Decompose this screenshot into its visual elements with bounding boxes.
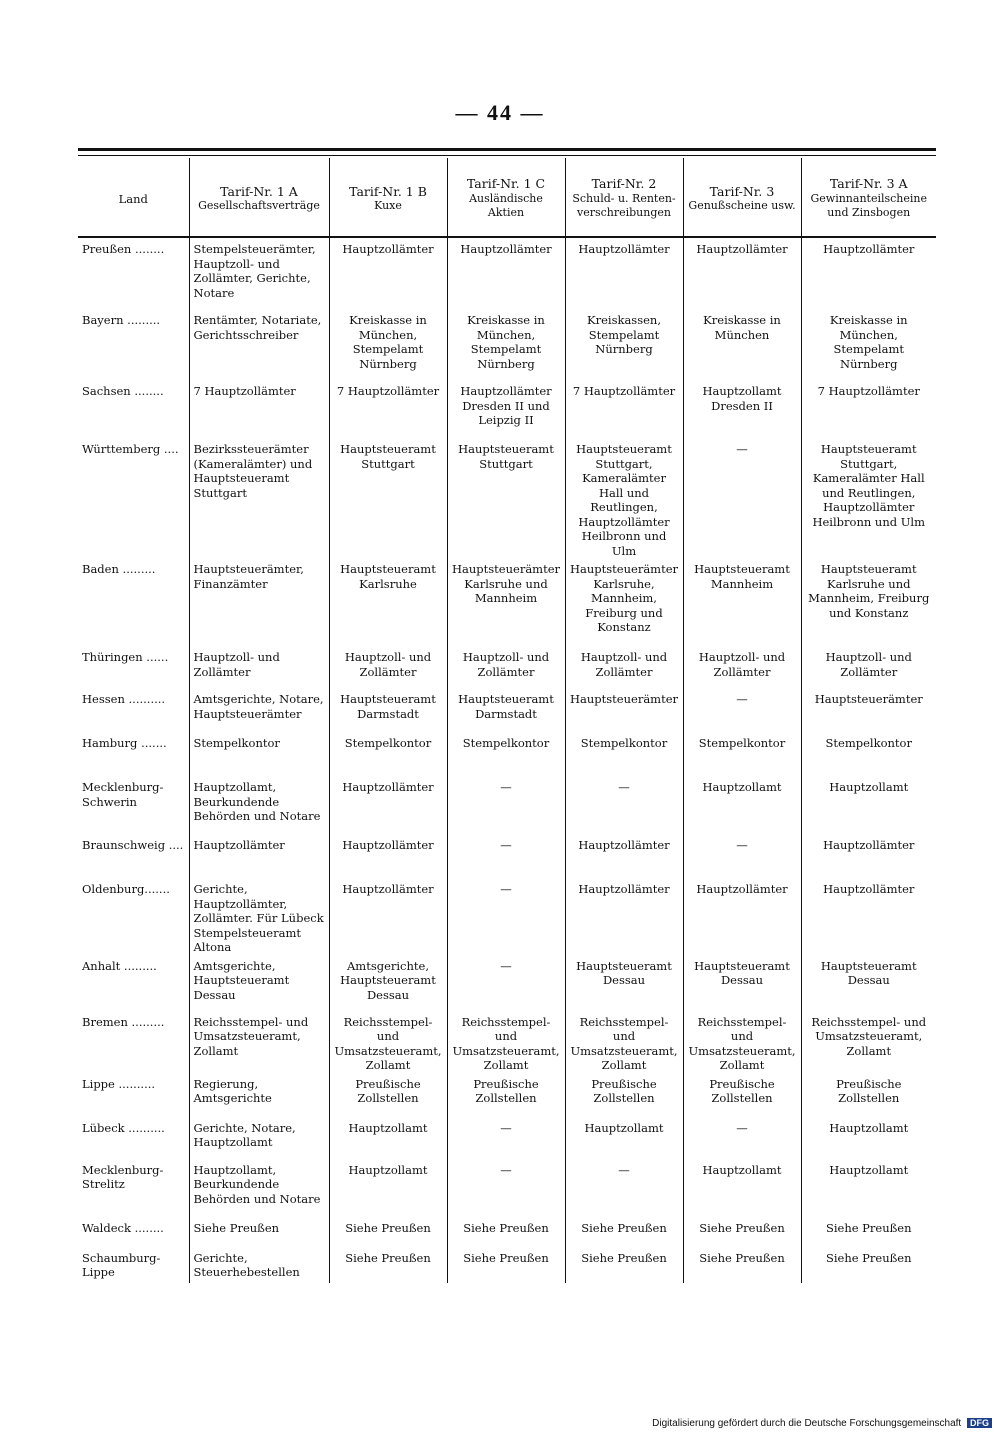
table-cell: Hauptzoll- und Zollämter — [801, 646, 936, 688]
table-cell: Kreiskasse in München, Stempelamt Nürnberg — [329, 309, 447, 380]
table-cell: Preußische Zollstellen — [801, 1073, 936, 1117]
table-cell: Siehe Preußen — [801, 1247, 936, 1283]
table-cell: Hauptzollämter — [801, 834, 936, 878]
table-cell: Reichsstempel- und Umsatzsteueramt, Zollamt — [565, 1011, 683, 1073]
table-row — [78, 955, 936, 1011]
table-cell: Hauptsteueramt Dessau — [683, 955, 801, 1011]
table-cell: 7 Hauptzollämter — [801, 380, 936, 438]
table-cell: Hauptzollamt — [565, 1117, 683, 1159]
table-cell: Hauptsteueramt Darmstadt — [329, 688, 447, 732]
table-cell: Stempelkontor — [329, 732, 447, 776]
header-col-title: Tarif-Nr. 1 B — [349, 183, 427, 199]
header-col-1c — [447, 158, 565, 237]
header-col-3 — [683, 158, 801, 237]
table-row — [78, 646, 936, 688]
table-cell: Hauptsteuerämter Karlsruhe und Mannheim — [447, 558, 565, 646]
header-col-title: Tarif-Nr. 3 A — [829, 176, 908, 192]
table-cell: Hauptzollamt — [683, 776, 801, 834]
table-cell: Hauptzoll- und Zollämter — [565, 646, 683, 688]
header-col-subtitle: Genußscheine usw. — [688, 199, 796, 212]
header-col-1a — [189, 158, 329, 237]
table-cell: Stempelkontor — [801, 732, 936, 776]
table-row — [78, 1159, 936, 1217]
table-cell: Siehe Preußen — [565, 1217, 683, 1247]
table-cell: 7 Hauptzollämter — [565, 380, 683, 438]
table-cell: Hauptzollämter — [189, 834, 329, 878]
table-cell: Hauptzoll- und Zollämter — [683, 646, 801, 688]
table-cell: Siehe Preußen — [447, 1247, 565, 1283]
table-row — [78, 309, 936, 380]
table-cell: Stempelkontor — [565, 732, 683, 776]
table-cell: 7 Hauptzollämter — [189, 380, 329, 438]
header-col-subtitle: Gewinnanteilscheine und Zinsbogen — [810, 191, 928, 220]
table-cell: Siehe Preußen — [447, 1217, 565, 1247]
land-cell: Preußen ........ — [82, 242, 165, 256]
table-cell: — — [683, 1117, 801, 1159]
table-cell: Hauptzollämter — [683, 237, 801, 309]
table-cell: Hauptsteuerämter, Finanzämter — [189, 558, 329, 646]
table-cell: Gerichte, Hauptzollämter, Zollämter. Für Lübeck Stempelsteueramt Altona — [189, 878, 329, 955]
table-cell: Hauptzollamt — [683, 1159, 801, 1217]
land-cell: Schaumburg-Lippe — [82, 1250, 161, 1279]
table-cell: — — [447, 878, 565, 955]
table-cell: Preußische Zollstellen — [683, 1073, 801, 1117]
table-row — [78, 237, 936, 309]
footer-credit — [600, 1418, 992, 1429]
table-row — [78, 1073, 936, 1117]
table-header — [78, 158, 936, 237]
table-cell: Hauptzollämter — [565, 237, 683, 309]
table-cell: — — [565, 776, 683, 834]
tariff-table — [78, 158, 936, 1283]
table-row — [78, 438, 936, 558]
header-col-subtitle: Gesellschaftsverträge — [198, 199, 320, 212]
table-cell: Hauptzollämter — [565, 878, 683, 955]
table-cell: Rentämter, Notariate, Gerichtsschreiber — [189, 309, 329, 380]
table-cell: Stempelkontor — [683, 732, 801, 776]
table-cell: — — [447, 1159, 565, 1217]
land-cell: Bremen ......... — [82, 1014, 165, 1029]
table-cell: Gerichte, Notare, Hauptzollamt — [189, 1117, 329, 1159]
table-cell: Hauptzollamt — [801, 1159, 936, 1217]
table-row — [78, 834, 936, 878]
table-cell: Stempelsteuerämter, Hauptzoll- und Zollämter, Gerichte, Notare — [189, 237, 329, 309]
table-cell: Siehe Preußen — [189, 1217, 329, 1247]
table-cell: Reichsstempel- und Umsatzsteueramt, Zollamt — [683, 1011, 801, 1073]
header-col-title: Tarif-Nr. 1 C — [466, 176, 546, 192]
header-col-3a — [801, 158, 936, 237]
table-cell: Hauptsteueramt Mannheim — [683, 558, 801, 646]
table-cell: Hauptsteueramt Dessau — [565, 955, 683, 1011]
table-cell: Hauptsteueramt Stuttgart, Kameralämter Hall und Reutlingen, Hauptzollämter Heilbronn und Ulm — [565, 438, 683, 558]
table-cell: Hauptzollamt — [801, 1117, 936, 1159]
table-cell: Hauptzollämter — [447, 237, 565, 309]
land-cell: Mecklenburg-Strelitz — [82, 1162, 164, 1191]
land-cell: Hamburg ....... — [82, 736, 167, 750]
table-cell: Hauptsteueramt Dessau — [801, 955, 936, 1011]
table-cell: Hauptzollamt — [329, 1117, 447, 1159]
table-cell: Siehe Preußen — [801, 1217, 936, 1247]
table-cell: Stempelkontor — [189, 732, 329, 776]
table-cell: Kreiskasse in München, Stempelamt Nürnberg — [801, 309, 936, 380]
land-cell: Oldenburg....... — [82, 882, 170, 896]
table-cell: — — [447, 1117, 565, 1159]
table-cell: Hauptzollämter Dresden II und Leipzig II — [447, 380, 565, 438]
table-cell: Hauptzollämter — [565, 834, 683, 878]
header-col-title: Tarif-Nr. 3 — [709, 183, 775, 199]
table-cell: Siehe Preußen — [565, 1247, 683, 1283]
header-col-1b — [329, 158, 447, 237]
land-cell: Lippe .......... — [82, 1076, 156, 1091]
land-cell: Sachsen ........ — [82, 384, 164, 398]
table-cell: — — [447, 834, 565, 878]
table-cell: Hauptzollämter — [329, 834, 447, 878]
table-cell: Siehe Preußen — [329, 1217, 447, 1247]
header-col-subtitle: Schuld- u. Renten-verschreibungen — [572, 191, 676, 220]
header-col-title: Tarif-Nr. 1 A — [220, 183, 298, 199]
table-row — [78, 878, 936, 955]
table-cell: Siehe Preußen — [329, 1247, 447, 1283]
land-cell: Braunschweig .... — [82, 838, 184, 852]
table-cell: Preußische Zollstellen — [329, 1073, 447, 1117]
land-cell: Württemberg .... — [82, 442, 179, 456]
table-row — [78, 1011, 936, 1073]
table-cell: Gerichte, Steuerhebestellen — [189, 1247, 329, 1283]
table-cell: Kreiskasse in München — [683, 309, 801, 380]
table-row — [78, 1117, 936, 1159]
header-land: Land — [78, 158, 189, 237]
table-cell: Hauptzollamt — [329, 1159, 447, 1217]
table-cell: Reichsstempel- und Umsatzsteueramt, Zollamt — [447, 1011, 565, 1073]
table-cell: Siehe Preußen — [683, 1247, 801, 1283]
land-cell: Bayern ......... — [82, 313, 161, 327]
table-cell: Siehe Preußen — [683, 1217, 801, 1247]
land-cell: Anhalt ......... — [82, 958, 157, 973]
table-cell: — — [565, 1159, 683, 1217]
table-cell: Amtsgerichte, Hauptsteueramt Dessau — [329, 955, 447, 1011]
table-cell: Hauptsteuerämter — [801, 688, 936, 732]
table-row — [78, 776, 936, 834]
table-cell: Hauptsteueramt Karlsruhe und Mannheim, Freiburg und Konstanz — [801, 558, 936, 646]
table-cell: Hauptzollämter — [801, 878, 936, 955]
table-cell: Preußische Zollstellen — [565, 1073, 683, 1117]
table-cell: Reichsstempel- und Umsatzsteueramt, Zollamt — [329, 1011, 447, 1073]
table-cell: Hauptzollamt Dresden II — [683, 380, 801, 438]
table-cell: Kreiskasse in München, Stempelamt Nürnberg — [447, 309, 565, 380]
table-cell: — — [683, 438, 801, 558]
table-cell: Amtsgerichte, Notare, Hauptsteuerämter — [189, 688, 329, 732]
table-cell: Kreiskassen, Stempelamt Nürnberg — [565, 309, 683, 380]
table-cell: 7 Hauptzollämter — [329, 380, 447, 438]
header-col-subtitle: Kuxe — [374, 199, 402, 212]
table-cell: Hauptzollämter — [683, 878, 801, 955]
table-cell: Amtsgerichte, Hauptsteueramt Dessau — [189, 955, 329, 1011]
table-cell: Hauptsteuerämter — [565, 688, 683, 732]
land-cell: Lübeck .......... — [82, 1120, 165, 1135]
table-row — [78, 688, 936, 732]
footer-text: Digitalisierung gefördert durch die Deutsche Forschungsgemeinschaft — [652, 1418, 962, 1429]
land-cell: Baden ......... — [82, 562, 156, 576]
table-cell: Stempelkontor — [447, 732, 565, 776]
table-cell: Hauptzoll- und Zollämter — [329, 646, 447, 688]
table-cell: — — [683, 688, 801, 732]
table-cell: Reichsstempel- und Umsatzsteueramt, Zollamt — [189, 1011, 329, 1073]
table-cell: Reichsstempel- und Umsatzsteueramt, Zollamt — [801, 1011, 936, 1073]
table-row — [78, 558, 936, 646]
table-cell: Hauptzollamt, Beurkundende Behörden und Notare — [189, 1159, 329, 1217]
top-rule — [78, 148, 936, 156]
table-cell: Hauptzoll- und Zollämter — [189, 646, 329, 688]
header-col-2 — [565, 158, 683, 237]
table-cell: Hauptzollämter — [329, 776, 447, 834]
table-cell: Bezirkssteuerämter (Kameralämter) und Hauptsteueramt Stuttgart — [189, 438, 329, 558]
page-number: — 44 — — [455, 100, 545, 125]
header-col-subtitle: Ausländische Aktien — [469, 191, 543, 220]
table-cell: Hauptsteuerämter Karlsruhe, Mannheim, Freiburg und Konstanz — [565, 558, 683, 646]
table-cell: Preußische Zollstellen — [447, 1073, 565, 1117]
table-row — [78, 380, 936, 438]
table-cell: Hauptzollämter — [329, 878, 447, 955]
land-cell: Hessen .......... — [82, 692, 166, 706]
table-cell: Hauptzollämter — [801, 237, 936, 309]
dfg-logo: DFG — [967, 1418, 992, 1428]
table-body — [78, 237, 936, 1283]
table-cell: Hauptzollämter — [329, 237, 447, 309]
table-row — [78, 732, 936, 776]
land-cell: Waldeck ........ — [82, 1220, 164, 1235]
table-cell: — — [447, 776, 565, 834]
table-cell: — — [447, 955, 565, 1011]
table-cell: Hauptsteueramt Stuttgart — [447, 438, 565, 558]
table-cell: Regierung, Amtsgerichte — [189, 1073, 329, 1117]
land-cell: Mecklenburg-Schwerin — [82, 780, 164, 809]
table-cell: Hauptsteueramt Stuttgart, Kameralämter Hall und Reutlingen, Hauptzollämter Heilbronn und Ulm — [801, 438, 936, 558]
land-cell: Thüringen ...... — [82, 650, 169, 664]
table-cell: Hauptsteueramt Stuttgart — [329, 438, 447, 558]
table-cell: — — [683, 834, 801, 878]
header-row — [78, 158, 936, 237]
table-cell: Hauptzoll- und Zollämter — [447, 646, 565, 688]
table-row — [78, 1217, 936, 1247]
table-cell: Hauptsteueramt Karlsruhe — [329, 558, 447, 646]
table-row — [78, 1247, 936, 1283]
table-cell: Hauptsteueramt Darmstadt — [447, 688, 565, 732]
table-cell: Hauptzollamt — [801, 776, 936, 834]
header-col-title: Tarif-Nr. 2 — [591, 176, 657, 192]
table-cell: Hauptzollamt, Beurkundende Behörden und Notare — [189, 776, 329, 834]
